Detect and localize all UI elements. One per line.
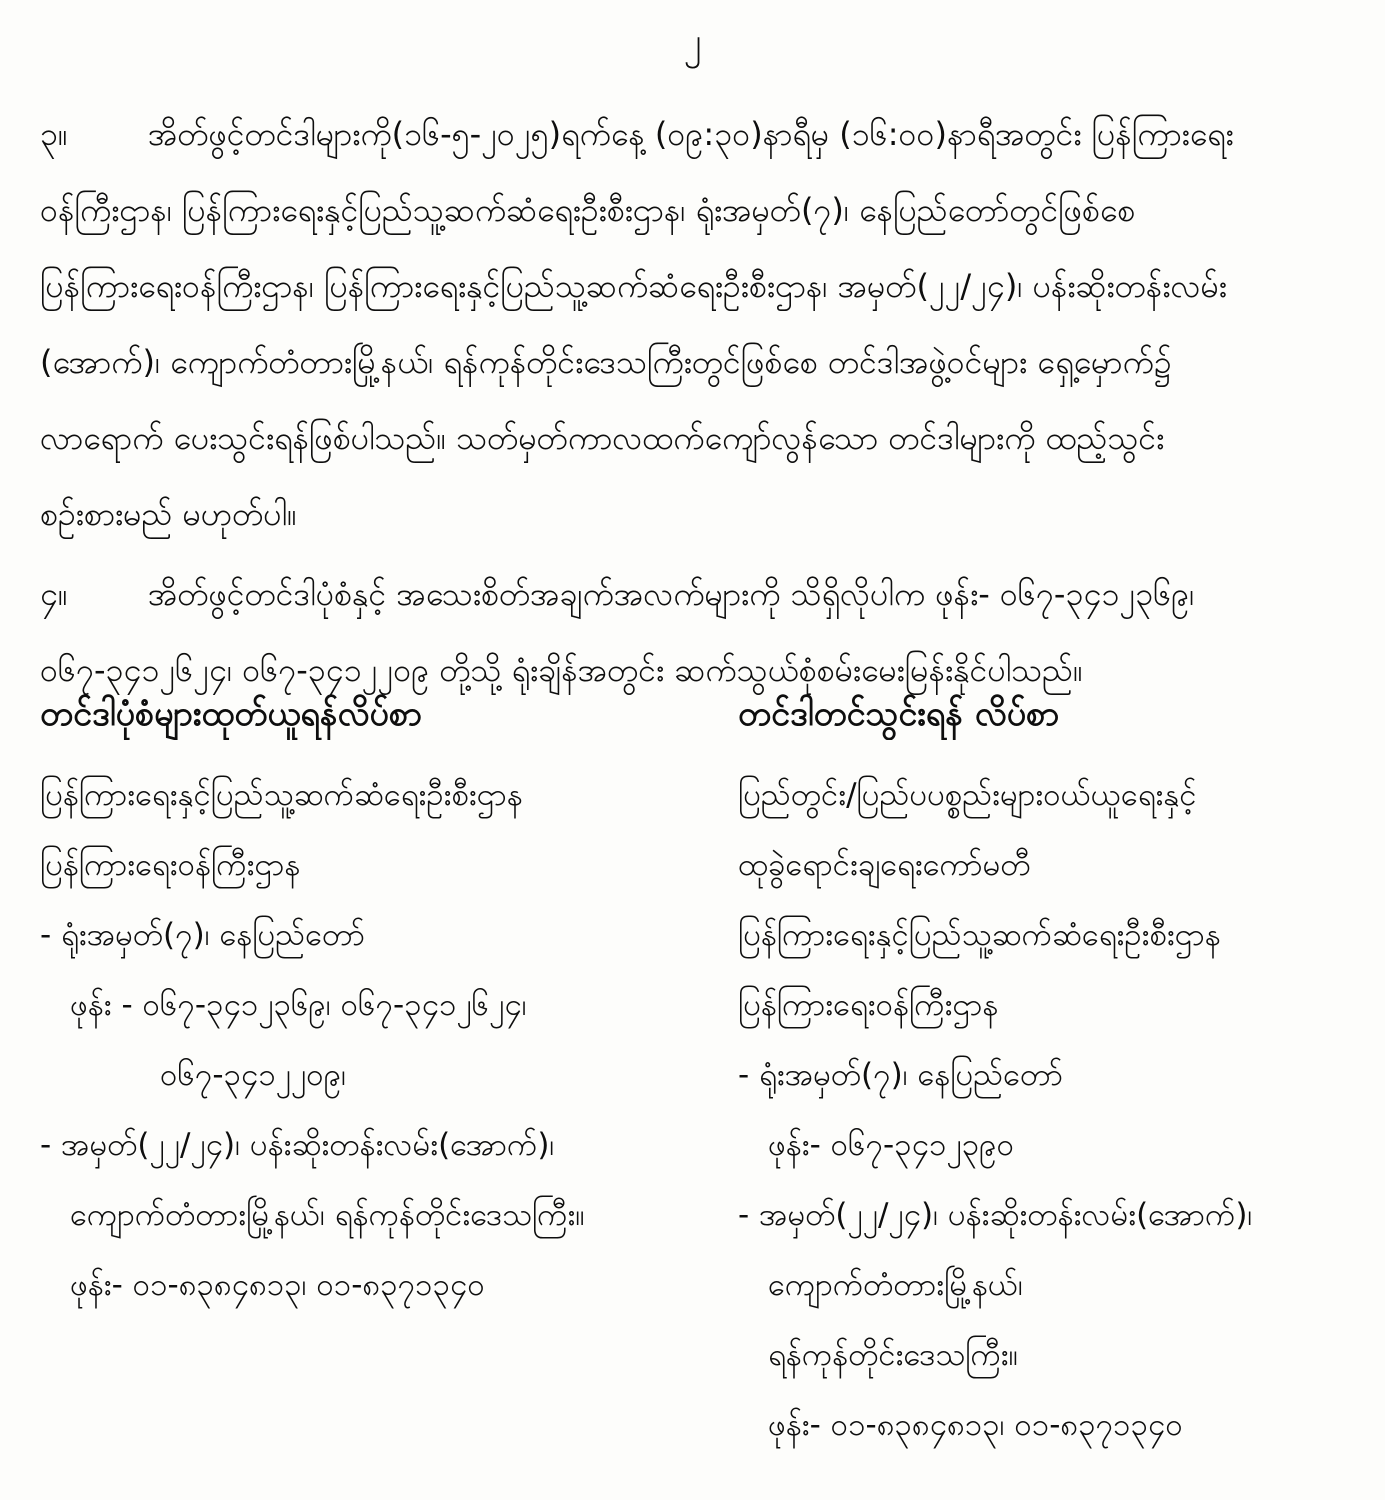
paragraph-3-line-2: ဝန်ကြီးဌာန၊ ပြန်ကြားရေးနှင့်ပြည်သူ့ဆက်ဆံရေးဦးစီးဌာန၊ ရုံးအမှတ်(၇)၊ နေပြည်တော်တွင်ဖြစ်စေ [40, 191, 1136, 229]
tender-submission-address-heading: တင်ဒါတင်သွင်းရန် လိပ်စာ [738, 694, 1060, 734]
paragraph-4 [40, 556, 1340, 708]
body-text [40, 96, 1340, 708]
address-columns [40, 688, 1350, 1460]
right-col-township-line: ကျောက်တံတားမြို့နယ်၊ [768, 1267, 1023, 1303]
right-col-ministry-line: ပြန်ကြားရေးဝန်ကြီးဌာန [738, 987, 999, 1023]
right-col-phone-line-1: ဖုန်း- ၀၆၇-၃၄၁၂၃၉၀ [768, 1127, 1015, 1163]
left-col-phone-line-2: ၀၆၇-၃၄၁၂၂၀၉၊ [160, 1057, 347, 1093]
page-number: ၂ [683, 21, 702, 62]
paragraph-3-line-3: ပြန်ကြားရေးဝန်ကြီးဌာန၊ ပြန်ကြားရေးနှင့်ပြည်သူ့ဆက်ဆံရေးဦးစီးဌာန၊ အမှတ်(၂၂/၂၄)၊ ပန်းဆိုးတန်းလမ်း [40, 267, 1227, 305]
right-col-region-line: ရန်ကုန်တိုင်းဒေသကြီး။ [768, 1337, 1019, 1373]
right-col-street-line: - အမှတ်(၂၂/၂၄)၊ ပန်းဆိုးတန်းလမ်း(အောက်)၊ [738, 1197, 1253, 1233]
paragraph-3-line-5: လာရောက် ပေးသွင်းရန်ဖြစ်ပါသည်။ သတ်မှတ်ကာလထက်ကျော်လွန်သော တင်ဒါများကို ထည့်သွင်း [40, 419, 1165, 457]
right-col-phone-line-2: ဖုန်း- ၀၁-၈၃၈၄၈၁၃၊ ၀၁-၈၃၇၁၃၄၀ [768, 1407, 1183, 1443]
paragraph-3 [40, 96, 1340, 552]
paragraph-3-line-1-text: အိတ်ဖွင့်တင်ဒါများကို(၁၆-၅-၂၀၂၅)ရက်နေ့ (၀၉:၃၀)နာရီမှ (၁၆:၀၀)နာရီအတွင်း ပြန်ကြားရေး [148, 115, 1234, 153]
paragraph-4-number: ၄။ [40, 575, 68, 613]
left-col-township-line: ကျောက်တံတားမြို့နယ်၊ ရန်ကုန်တိုင်းဒေသကြီး။ [70, 1197, 585, 1233]
left-col-phone-line-1: ဖုန်း - ၀၆၇-၃၄၁၂၃၆၉၊ ၀၆၇-၃၄၁၂၆၂၄၊ [70, 987, 527, 1023]
paragraph-4-line-1 [40, 556, 1340, 632]
left-col-street-line: - အမှတ်(၂၂/၂၄)၊ ပန်းဆိုးတန်းလမ်း(အောက်)၊ [40, 1127, 555, 1163]
right-col-department-line: ပြန်ကြားရေးနှင့်ပြည်သူ့ဆက်ဆံရေးဦးစီးဌာန [738, 917, 1221, 953]
left-col-department-line: ပြန်ကြားရေးနှင့်ပြည်သူ့ဆက်ဆံရေးဦးစီးဌာန [40, 777, 523, 813]
left-col-phone-line-3: ဖုန်း- ၀၁-၈၃၈၄၈၁၃၊ ၀၁-၈၃၇၁၃၄၀ [70, 1267, 485, 1303]
paragraph-3-line-6: စဉ်းစားမည် မဟုတ်ပါ။ [40, 495, 297, 533]
paragraph-4-line-2: ၀၆၇-၃၄၁၂၆၂၄၊ ၀၆၇-၃၄၁၂၂၀၉ တို့သို့ ရုံးချိန်အတွင်း ဆက်သွယ်စုံစမ်းမေးမြန်းနိုင်ပါသည်။ [40, 651, 1083, 689]
paragraph-3-line-1 [40, 96, 1340, 172]
paragraph-3-line-4: (အောက်)၊ ကျောက်တံတားမြို့နယ်၊ ရန်ကုန်တိုင်းဒေသကြီးတွင်ဖြစ်စေ တင်ဒါအဖွဲ့ဝင်များ ရှေ့မှောက်၌ [40, 343, 1172, 381]
right-col-office-line: - ရုံးအမှတ်(၇)၊ နေပြည်တော် [738, 1057, 1063, 1093]
right-col-committee-line-2: ထုခွဲရောင်းချရေးကော်မတီ [738, 847, 1031, 883]
tender-submission-address-column [738, 688, 1358, 1460]
left-col-ministry-line: ပြန်ကြားရေးဝန်ကြီးဌာန [40, 847, 301, 883]
paragraph-3-number: ၃။ [40, 115, 68, 153]
right-col-committee-line-1: ပြည်တွင်း/ပြည်ပပစ္စည်းများဝယ်ယူရေးနှင့် [738, 777, 1197, 813]
tender-forms-address-heading: တင်ဒါပုံစံများထုတ်ယူရန်လိပ်စာ [40, 694, 422, 734]
paragraph-4-line-1-text: အိတ်ဖွင့်တင်ဒါပုံစံနှင့် အသေးစိတ်အချက်အလက်များကို သိရှိလိုပါက ဖုန်း- ၀၆၇-၃၄၁၂၃၆၉၊ [148, 575, 1195, 613]
tender-forms-address-column [40, 688, 730, 1460]
left-col-office-line: - ရုံးအမှတ်(၇)၊ နေပြည်တော် [40, 917, 365, 953]
